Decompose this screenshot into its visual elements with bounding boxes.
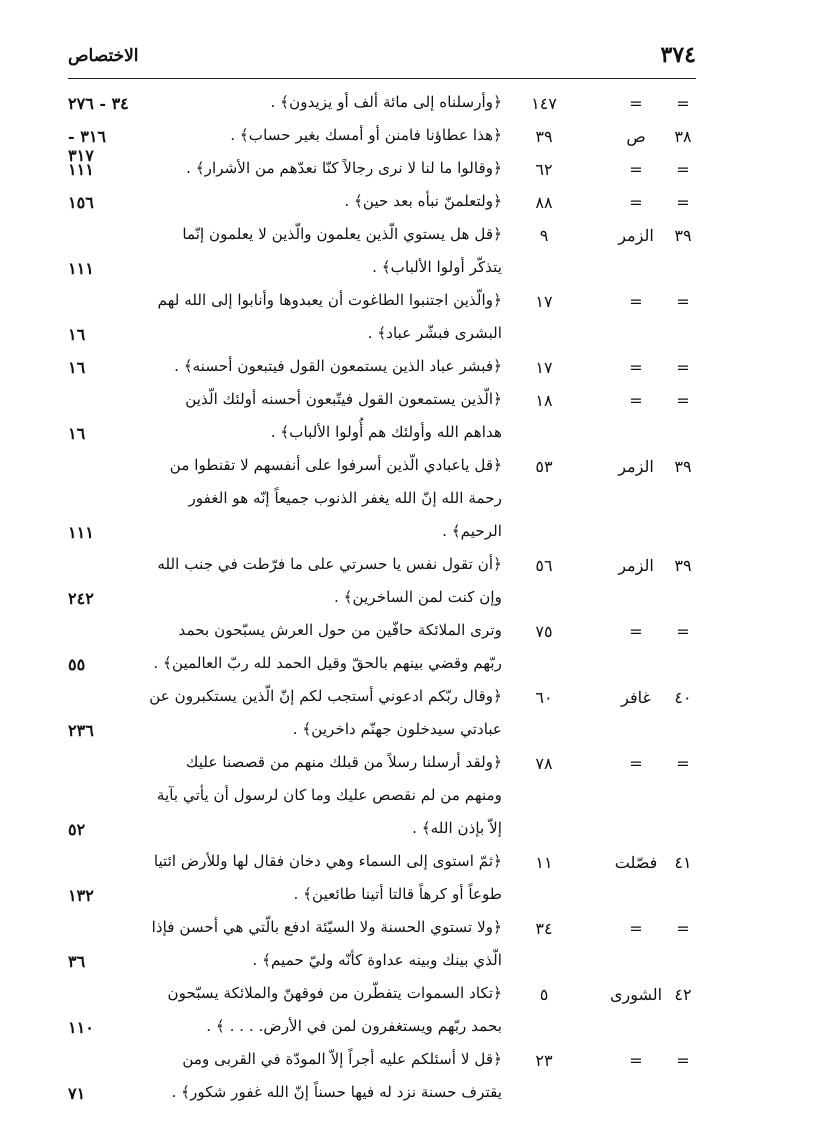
sura-name: = <box>629 193 643 212</box>
ayah-number: ١٧ <box>535 358 553 377</box>
page-reference: ١١٠ <box>68 1018 94 1037</box>
verse-line: وإن كنت لمن الساخرين﴾ . <box>333 588 502 606</box>
verse-line: ﴿فبشر عباد الذين يستمعون القول فيتبعون أحسنه﴾ . <box>174 357 502 375</box>
page-reference: ١٦ <box>68 424 86 443</box>
verse-line: يقترف حسنة نزد له فيها حسناً إنّ الله غفور شكور﴾ . <box>171 1083 502 1101</box>
ayah-number: ٦٠ <box>535 688 553 707</box>
verse-text <box>136 185 502 218</box>
verse-line: ومنهم من لم نقصص عليك وما كان لرسول أن يأتي بآية <box>156 786 502 804</box>
ayah-number: ٥٦ <box>535 556 553 575</box>
sura-name: = <box>629 358 643 377</box>
sura-name: الزمر <box>618 226 654 245</box>
sura-name: = <box>629 622 643 641</box>
sura-name: = <box>629 391 643 410</box>
page-reference: ١١١ <box>68 259 94 278</box>
sura-number: = <box>676 160 690 179</box>
sura-name: = <box>629 1051 643 1070</box>
ayah-number: ١٧ <box>535 292 553 311</box>
verse-text <box>136 383 502 449</box>
sura-name: = <box>629 919 643 938</box>
sura-name: الشورى <box>609 985 663 1004</box>
ayah-number: ١٤٧ <box>531 94 557 113</box>
ayah-number: ٧٥ <box>535 622 553 641</box>
verse-line: ﴿ولتعلمنّ نبأه بعد حين﴾ . <box>344 192 502 210</box>
page-header <box>68 40 696 79</box>
sura-number: ٣٩ <box>674 556 692 575</box>
verse-line: وترى الملائكة حافّين من حول العرش يسبّحون بحمد <box>178 621 502 639</box>
page-reference: ٣٤ - ٢٧٦ <box>68 94 129 113</box>
sura-number: ٤٢ <box>674 985 692 1004</box>
verse-text <box>136 449 502 548</box>
verse-row <box>68 746 696 845</box>
sura-name: فصّلت <box>614 853 658 872</box>
page-reference: ٥٢ <box>68 820 86 839</box>
verse-line: ﴿قل لا أسئلكم عليه أجراً إلاّ المودّة في القربى ومن <box>182 1050 502 1068</box>
verse-text <box>136 614 502 680</box>
ayah-number: ٨٨ <box>535 193 553 212</box>
verse-line: ﴿هذا عطاؤنا فامنن أو أمسك بغير حساب﴾ . <box>230 126 502 144</box>
sura-number: ٣٨ <box>674 127 692 146</box>
verse-text <box>136 119 502 152</box>
verse-text <box>136 86 502 119</box>
running-title: الاختصاص <box>68 46 139 66</box>
verse-row <box>68 185 696 218</box>
verse-row <box>68 152 696 185</box>
page-number: ٣٧٤ <box>660 42 696 68</box>
page-reference: ٢٣٦ <box>68 721 94 740</box>
verse-row <box>68 614 696 680</box>
verse-row <box>68 86 696 119</box>
verse-line: طوعاً أو كرهاً قالتا أتينا طائعين﴾ . <box>293 885 502 903</box>
verse-line: بحمد ربّهم ويستغفرون لمن في الأرض. . . . ﴾ . <box>206 1017 502 1035</box>
ayah-number: ٩ <box>539 226 549 245</box>
verse-text <box>136 845 502 911</box>
sura-number: = <box>676 622 690 641</box>
sura-number: ٣٩ <box>674 457 692 476</box>
verse-row <box>68 1043 696 1109</box>
sura-number: = <box>676 754 690 773</box>
ayah-number: ٣٤ <box>535 919 553 938</box>
ayah-number: ١٨ <box>535 391 553 410</box>
verse-line: ﴿ثمّ استوى إلى السماء وهي دخان فقال لها وللأرض ائتيا <box>153 852 502 870</box>
sura-number: = <box>676 193 690 212</box>
verse-line: ﴿وقال ربّكم ادعوني أستجب لكم إنّ الّذين يستكبرون عن <box>149 687 502 705</box>
verse-text <box>136 977 502 1043</box>
verse-row <box>68 911 696 977</box>
ayah-number: ٥ <box>539 985 549 1004</box>
verse-row <box>68 845 696 911</box>
sura-name: = <box>629 160 643 179</box>
sura-number: = <box>676 391 690 410</box>
page-reference: ١١١ <box>68 160 94 179</box>
page-reference: ٣٦ <box>68 952 86 971</box>
sura-name: = <box>629 292 643 311</box>
sura-name: الزمر <box>618 457 654 476</box>
verse-row <box>68 119 696 165</box>
page-reference: ١٦ <box>68 358 86 377</box>
verse-line: ﴿ولا تستوي الحسنة ولا السيّئة ادفع بالّتي هي أحسن فإذا <box>151 918 502 936</box>
verse-text <box>136 746 502 845</box>
verse-text <box>136 1043 502 1109</box>
verse-text <box>136 680 502 746</box>
verse-text <box>136 284 502 350</box>
sura-number: ٤١ <box>674 853 692 872</box>
quran-verse-index-table <box>68 86 696 1109</box>
verse-line: ﴿وأرسلناه إلى مائة ألف أو يزيدون﴾ . <box>270 93 502 111</box>
sura-name: الزمر <box>618 556 654 575</box>
sura-name: غافر <box>621 688 651 707</box>
verse-text <box>136 350 502 383</box>
verse-text <box>136 218 502 284</box>
page-reference: ١٥٦ <box>68 193 94 212</box>
sura-name: ص <box>626 127 646 146</box>
sura-number: ٤٠ <box>674 688 692 707</box>
sura-number: ٣٩ <box>674 226 692 245</box>
verse-line: الّذي بينك وبينه عداوة كأنّه وليّ حميم﴾ . <box>252 951 502 969</box>
verse-line: ﴿والّذين اجتنبوا الطاغوت أن يعبدوها وأنابوا إلى الله لهم <box>157 291 502 309</box>
page-reference: ٢٤٢ <box>68 589 94 608</box>
verse-row <box>68 977 696 1043</box>
verse-line: البشرى فبشّر عباد﴾ . <box>367 324 502 342</box>
verse-text <box>136 152 502 185</box>
ayah-number: ٣٩ <box>535 127 553 146</box>
verse-row <box>68 449 696 548</box>
page-reference: ١١١ <box>68 523 94 542</box>
verse-line: رحمة الله إنّ الله يغفر الذنوب جميعاً إنّه هو الغفور <box>188 489 502 507</box>
page-reference: ٥٥ <box>68 655 86 674</box>
verse-line: الرحيم﴾ . <box>442 522 502 540</box>
sura-number: = <box>676 358 690 377</box>
sura-number: = <box>676 94 690 113</box>
verse-line: ﴿قل ياعبادي الّذين أسرفوا على أنفسهم لا تقنطوا من <box>169 456 502 474</box>
verse-row <box>68 350 696 383</box>
ayah-number: ٢٣ <box>535 1051 553 1070</box>
sura-number: = <box>676 1051 690 1070</box>
sura-number: = <box>676 919 690 938</box>
ayah-number: ٧٨ <box>535 754 553 773</box>
verse-line: يتذكّر أولوا الألباب﴾ . <box>372 258 502 276</box>
verse-line: هداهم الله وأولئك هم أُولوا الألباب﴾ . <box>270 423 502 441</box>
verse-line: ﴿تكاد السموات يتفطّرن من فوقهنّ والملائكة يسبّحون <box>167 984 502 1002</box>
page-reference: ٧١ <box>68 1084 86 1103</box>
verse-row <box>68 218 696 284</box>
verse-text <box>136 548 502 614</box>
verse-line: إلاّ بإذن الله﴾ . <box>412 819 502 837</box>
ayah-number: ١١ <box>535 853 553 872</box>
verse-line: ﴿الّذين يستمعون القول فيتّبعون أحسنه أولئك الّذين <box>185 390 502 408</box>
ayah-number: ٥٣ <box>535 457 553 476</box>
verse-line: ربّهم وقضي بينهم بالحقّ وقيل الحمد لله ربّ العالمين﴾ . <box>153 654 502 672</box>
verse-row <box>68 383 696 449</box>
sura-name: = <box>629 754 643 773</box>
verse-row <box>68 548 696 614</box>
page-reference: ١٣٢ <box>68 886 94 905</box>
verse-line: عبادتي سيدخلون جهنّم داخرين﴾ . <box>292 720 502 738</box>
verse-line: ﴿قل هل يستوي الّذين يعلمون والّذين لا يعلمون إنّما <box>182 225 502 243</box>
verse-line: ﴿وقالوا ما لنا لا نرى رجالاً كنّا نعدّهم من الأشرار﴾ . <box>186 159 502 177</box>
sura-number: = <box>676 292 690 311</box>
page-reference: ١٦ <box>68 325 86 344</box>
verse-row <box>68 284 696 350</box>
verse-line: ﴿ولقد أرسلنا رسلاً من قبلك منهم من قصصنا عليك <box>186 753 502 771</box>
verse-line: ﴿أن تقول نفس يا حسرتي على ما فرّطت في جنب الله <box>157 555 502 573</box>
ayah-number: ٦٢ <box>535 160 553 179</box>
page-reference: ٣١٦ - ٣١٧ <box>68 127 106 165</box>
verse-text <box>136 911 502 977</box>
verse-row <box>68 680 696 746</box>
sura-name: = <box>629 94 643 113</box>
